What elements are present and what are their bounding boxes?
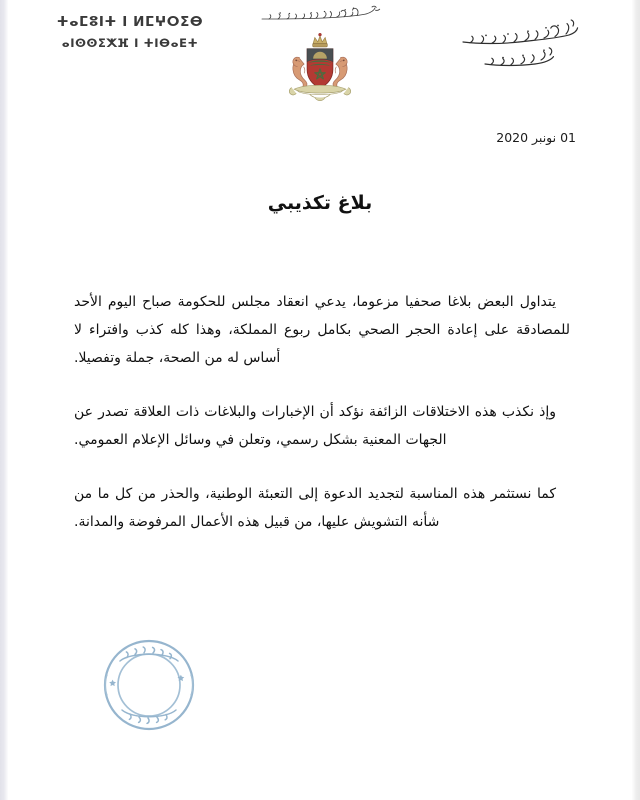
- document-date: 01 نونبر 2020: [496, 130, 576, 145]
- document-body: [74, 288, 570, 536]
- arabic-letterhead: [430, 14, 610, 76]
- emblem-group: [235, 2, 405, 115]
- document-header: [8, 0, 632, 118]
- body-paragraph-3: كما نستثمر هذه المناسبة لتجديد الدعوة إلى التعبئة الوطنية، والحذر من كل ما من شأنه التشويش عليها، من قبيل هذه الأعمال المرفوضة والمدانة.: [74, 486, 556, 530]
- tifinagh-kingdom-line: ⵜⴰⵎⵓⵏⵜ ⵏ ⵍⵎⵖⵔⵉⴱ: [56, 14, 204, 30]
- official-stamp: [90, 630, 208, 740]
- document-title: بلاغ تكذيبي: [267, 192, 373, 214]
- tifinagh-head-of-government-line: ⴰⵏⵙⵙⵉⵅⴼ ⵏ ⵜⵏⴱⴰⴹⵜ: [61, 36, 199, 51]
- tifinagh-letterhead: [30, 12, 230, 53]
- page-left-edge-shadow: [0, 0, 8, 800]
- page-right-edge-shadow: [632, 0, 640, 800]
- ribbon-part: [289, 85, 350, 100]
- basmala-calligraphy-icon: [254, 2, 386, 28]
- shield-part: [307, 49, 333, 89]
- arabic-letterhead-calligraphy-icon: [445, 14, 595, 76]
- body-paragraph-1: يتداول البعض بلاغا صحفيا مزعوما، يدعي انعقاد مجلس للحكومة صباح اليوم الأحد للمصادقة على إعادة الحجر الصحي بكامل ربوع المملكة، وهذا كله كذب وافتراء لا أساس له من الصحة، جملة وتفصيلا.: [74, 294, 570, 366]
- document-sheet: [8, 0, 632, 800]
- coat-of-arms-icon: [277, 29, 363, 115]
- round-stamp-icon: [90, 630, 208, 740]
- body-paragraph-2: وإذ نكذب هذه الاختلاقات الزائفة نؤكد أن الإخبارات والبلاغات ذات العلاقة تصدر عن الجهات المعنية بشكل رسمي، وتعلن في وسائل الإعلام العمومي.: [74, 404, 556, 448]
- lion-right-part: [333, 57, 347, 89]
- lion-left-part: [293, 57, 307, 89]
- crown-part: [313, 33, 328, 47]
